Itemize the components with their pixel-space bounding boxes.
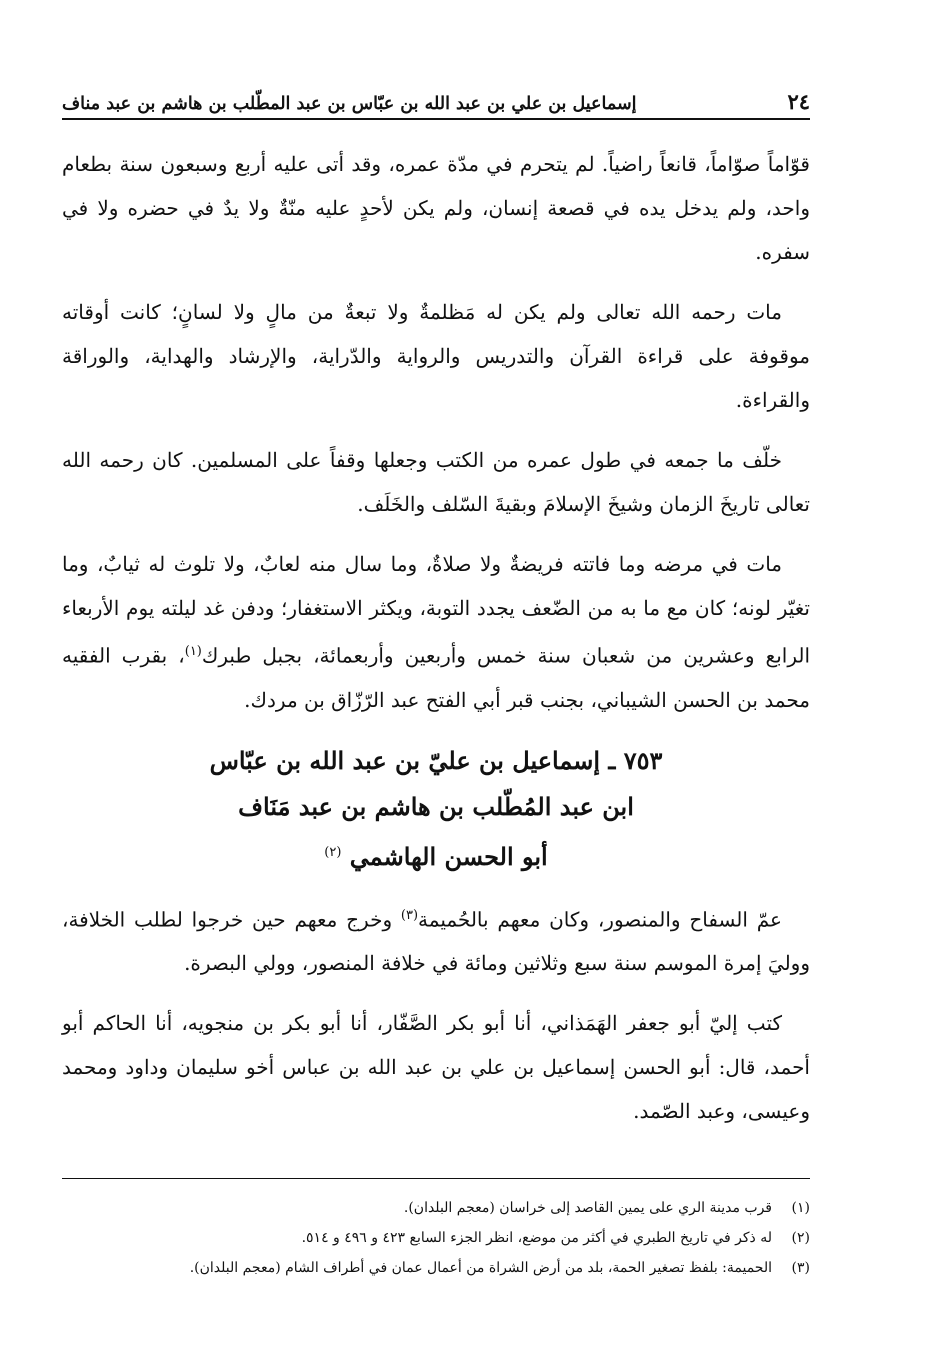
- heading-line-text: أبو الحسن الهاشمي: [349, 841, 548, 871]
- paragraph-text: وخرج معهم حين خرجوا لطلب الخلافة، ووليَ إمرة الموسم سنة سبع وثلاثين ومائة في خلافة المنصور، وولي البصرة.: [62, 907, 810, 976]
- paragraph: [62, 542, 810, 722]
- footnote-text: قرب مدينة الري على يمين القاصد إلى خراسان (معجم البلدان).: [403, 1200, 772, 1216]
- paragraph: مات رحمه الله تعالى ولم يكن له مَظلمةٌ ولا تبعةٌ من مالٍ ولا لسانٍ؛ كانت أوقاته موقوفة على قراءة القرآن والتدريس والرواية والدّراية، والإرشاد والهداية، والوراقة والقراءة.: [62, 300, 810, 412]
- entry-heading: [62, 738, 810, 880]
- footnote-number: (٣): [791, 1260, 810, 1276]
- paragraph: قوّاماً صوّاماً، قانعاً راضياً. لم يتحرم في مدّة عمره، وقد أتى عليه أربع وسبعون سنة بطعام واحد، ولم يدخل يده في قصعة إنسان، ولم يكن لأحدٍ عليه منّةٌ ولا يدٌ في حضره ولا في سفره.: [62, 152, 810, 264]
- footnote-ref-3[interactable]: (٣): [400, 907, 419, 923]
- heading-line: [62, 830, 810, 880]
- footnote-ref-1[interactable]: (١): [184, 644, 202, 659]
- running-title: إسماعيل بن علي بن عبد الله بن عبّاس بن عبد المطّلب بن هاشم بن عبد مناف: [62, 94, 637, 114]
- running-header: [62, 80, 810, 120]
- paragraph-text: مات في مرضه وما فاتته فريضةٌ ولا صلاةٌ، وما سال منه لعابٌ، ولا تلوث له ثيابٌ، وما تغيّر لونه؛ كان مع ما به من الضّعف يجدد التوبة، ويكثر الاستغفار؛ ودفن غد ليلته يوم الأربعاء الرابع وعشرين من شعبان سنة خمس وأربعين وأربعمائة، بجبل طبرك: [62, 552, 811, 668]
- main-text: [62, 142, 810, 1149]
- footnote: [62, 1253, 810, 1283]
- paragraph: خلّف ما جمعه في طول عمره من الكتب وجعلها وقفاً على المسلمين. كان رحمه الله تعالى تاريخَ الزمان وشيخَ الإسلامَ وبقيةَ السّلف والخَلَف.: [62, 448, 810, 516]
- page-number: ٢٤: [787, 89, 810, 114]
- paragraph-text: عمّ السفاح والمنصور، وكان معهم بالحُميمة: [418, 907, 782, 932]
- footnote: [62, 1193, 810, 1223]
- footnote-text: الحميمة: بلفظ تصغير الحمة، بلد من أرض الشراة من أعمال عمان في أطراف الشام (معجم البلدان).: [189, 1260, 772, 1276]
- heading-line: ابن عبد المُطّلب بن هاشم بن عبد مَنَاف: [238, 791, 634, 821]
- footnote-ref-2[interactable]: (٢): [324, 844, 342, 860]
- paragraph: كتب إليّ أبو جعفر الهَمَذاني، أنا أبو بكر الصَّفّار، أنا أبو بكر بن منجويه، أنا الحاكم أبو أحمد، قال: أبو الحسن إسماعيل بن علي بن عبد الله بن عباس أخو سليمان وداود ومحمد وعيسى، وعبد الصّمد.: [62, 1011, 810, 1124]
- paragraph: [62, 894, 810, 986]
- paragraph-text: ، بقرب الفقيه محمد بن الحسن الشيباني، بجنب قبر أبي الفتح عبد الرّزّاق بن مردك.: [62, 643, 810, 712]
- footnote: [62, 1223, 810, 1253]
- heading-line: ٧٥٣ ـ إسماعيل بن عليّ بن عبد الله بن عبّاس: [209, 745, 663, 775]
- footnotes: [62, 1178, 810, 1283]
- footnote-number: (٢): [791, 1230, 810, 1246]
- footnote-text: له ذكر في تاريخ الطبري في أكثر من موضع، انظر الجزء السابع ٤٢٣ و ٤٩٦ و ٥١٤.: [301, 1230, 772, 1246]
- footnote-number: (١): [791, 1200, 810, 1216]
